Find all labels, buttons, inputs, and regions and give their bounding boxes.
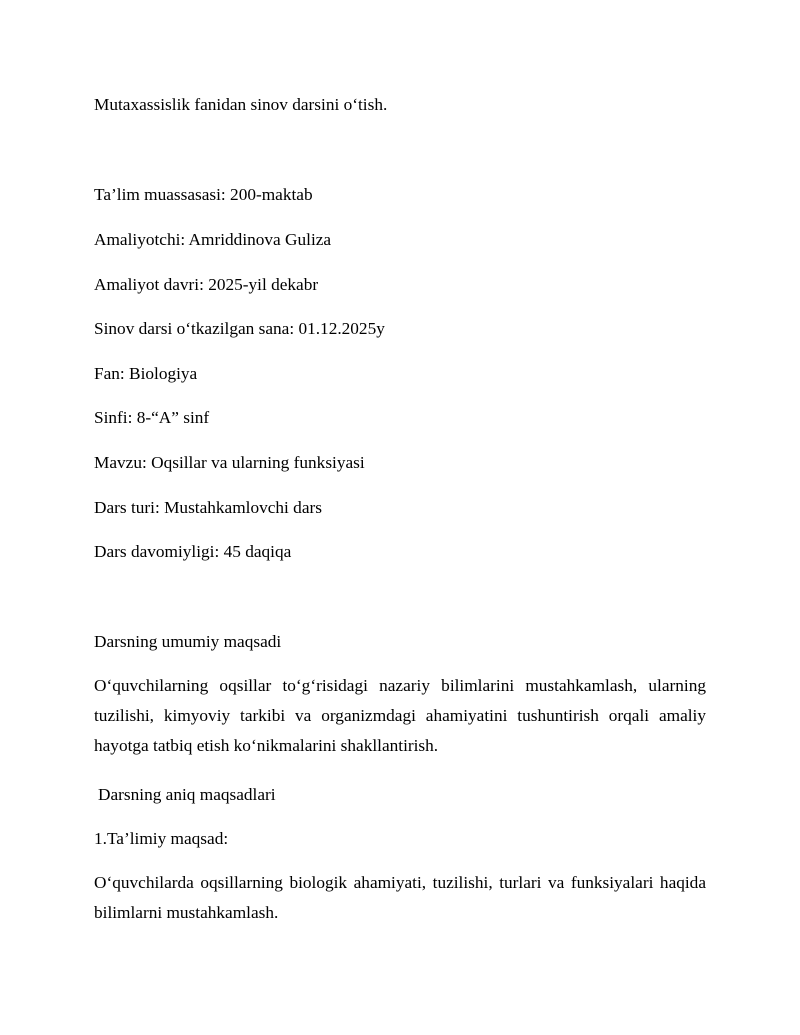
info-grade: Sinfi: 8-“A” sinf: [94, 408, 210, 427]
info-trainee: Amaliyotchi: Amriddinova Guliza: [94, 230, 332, 249]
info-period: Amaliyot davri: 2025-yil dekabr: [94, 275, 319, 294]
educational-goal-text: O‘quvchilarda oqsillarning biologik ahamiyati, tuzilishi, turlari va funksiyalari haqida bilimlarni mustahkamlash.: [94, 873, 706, 922]
info-subject: Fan: Biologiya: [94, 364, 198, 383]
info-lesson-type: Dars turi: Mustahkamlovchi dars: [94, 498, 322, 517]
info-institution: Ta’lim muassasasi: 200-maktab: [94, 185, 313, 204]
general-goal-text: O‘quvchilarning oqsillar to‘g‘risidagi nazariy bilimlarini mustahkamlash, ularning tuzilishi, kimyoviy tarkibi va organizmdagi ahamiyatini tushuntirish orqali amaliy hayotga tatbiq etish ko‘nikmalarini shakllantirish.: [94, 676, 706, 755]
general-goal-heading: Darsning umumiy maqsadi: [94, 632, 282, 651]
educational-goal-heading: 1.Ta’limiy maqsad:: [94, 829, 229, 848]
info-duration: Dars davomiyligi: 45 daqiqa: [94, 542, 292, 561]
document-title: Mutaxassislik fanidan sinov darsini o‘tish.: [94, 95, 388, 114]
specific-goals-heading: Darsning aniq maqsadlari: [98, 785, 276, 804]
info-date: Sinov darsi o‘tkazilgan sana: 01.12.2025y: [94, 319, 385, 338]
info-topic: Mavzu: Oqsillar va ularning funksiyasi: [94, 453, 365, 472]
